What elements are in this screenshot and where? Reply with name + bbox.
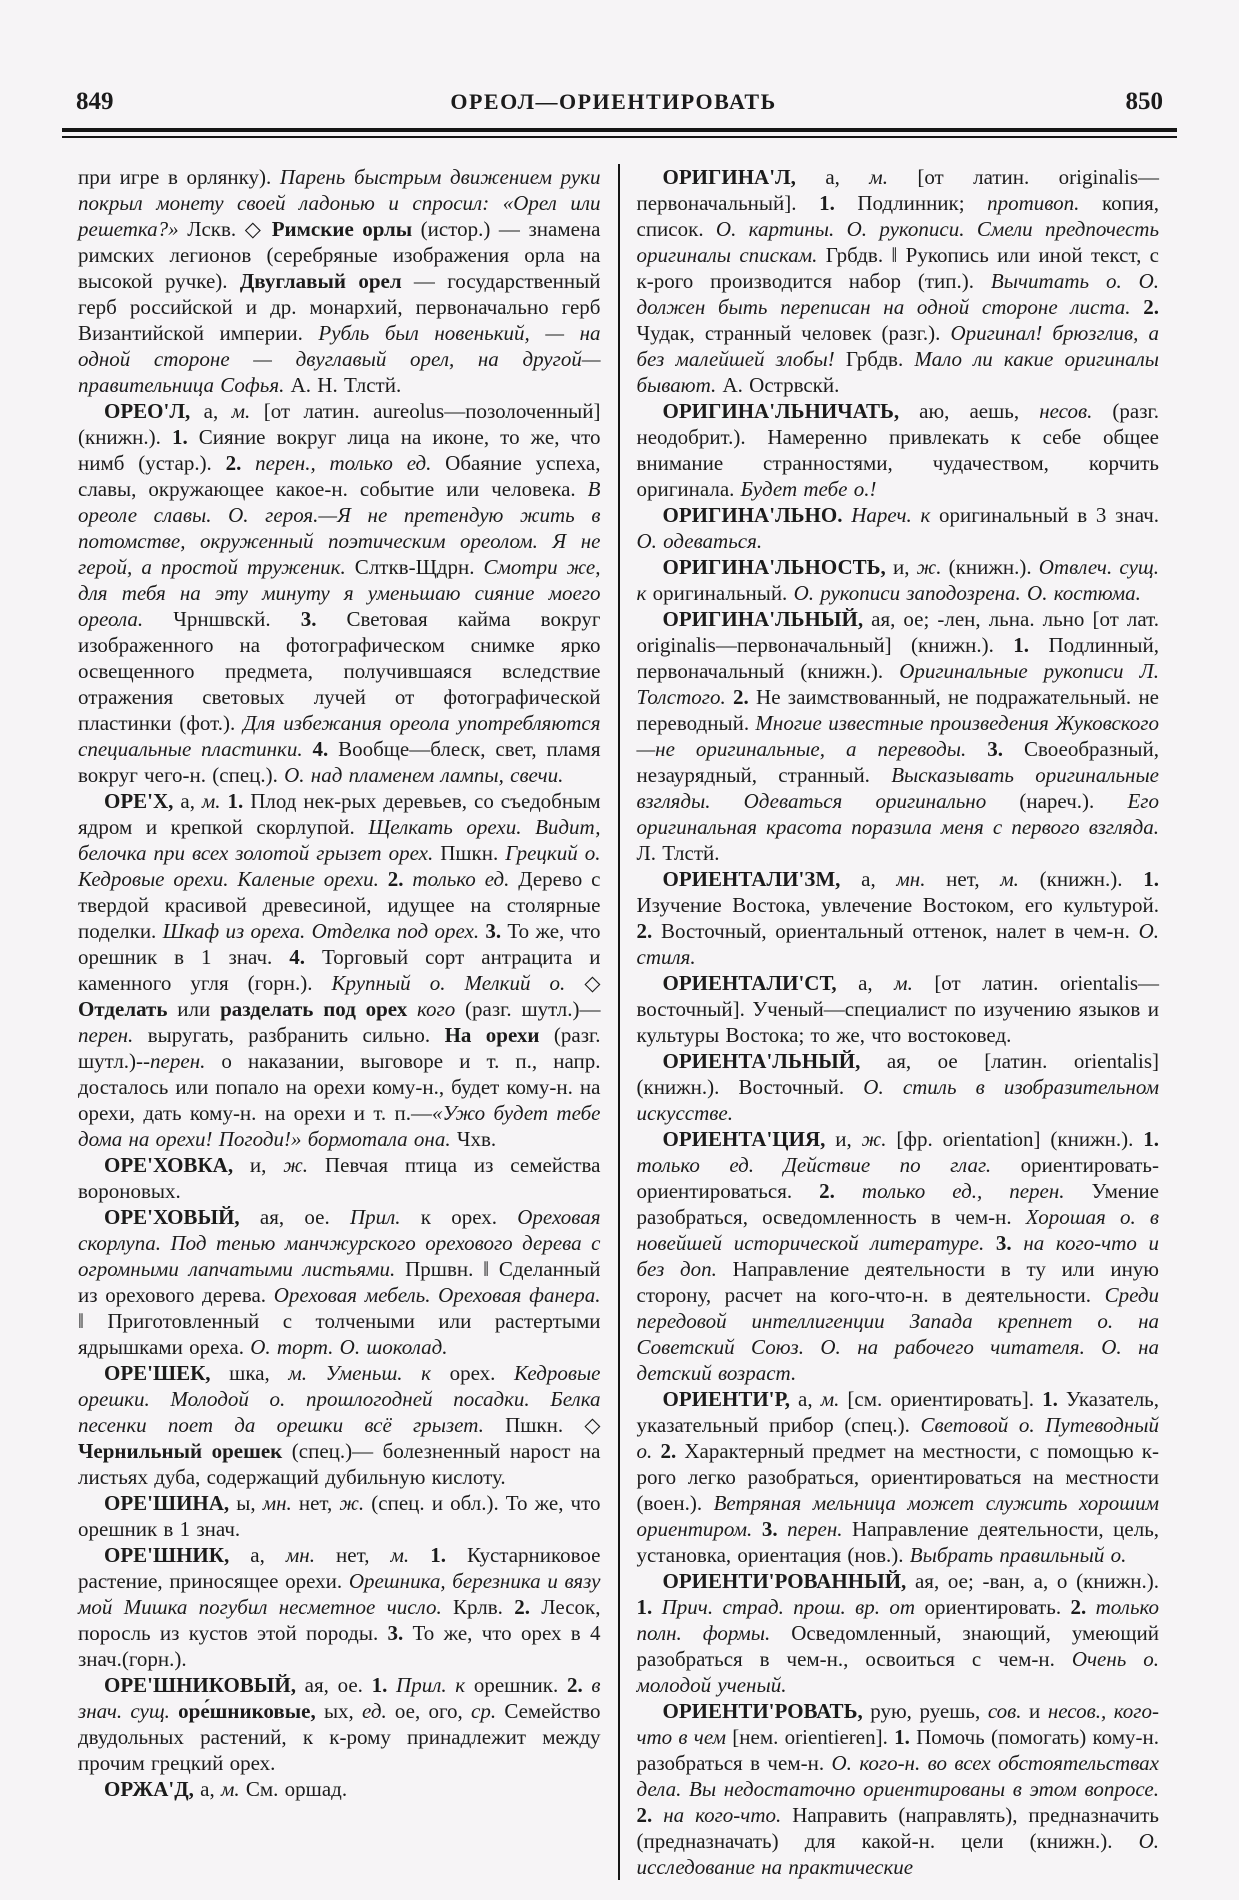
entry-bold-text: ОРИЕНТА'ЛЬНЫЙ, [662,1049,861,1073]
entry-text: (спец.)— болезненный нарост на листьях дуба, содержащий дубильную кислоту. [78,1439,601,1489]
entry-text: [нем. orientieren]. [726,1725,895,1749]
entry-text [842,503,851,527]
entry-text: Пшкн. ◇ [483,1413,601,1437]
entry-italic-text: О. рукописи заподозрена. О. костюма. [793,581,1141,605]
entry-bold-text: 2. [660,1439,677,1463]
entry-italic-text: Шкаф из ореха. Отделка под орех. [162,919,480,943]
entry-bold-text: 3. [995,1231,1012,1255]
entry-italic-text: Прич. страд. прош. вр. от [661,1595,916,1619]
entry-italic-text: Смотри же, для тебя на эту минуту я уменьшаю сияние моего ореола. [78,555,601,631]
entry-italic-text: ж. [339,1491,365,1515]
entry-bold-text: оре́шниковые, [178,1699,316,1723]
entry-text: А. Острвскй. [716,373,840,397]
entry-italic-text: мн. [285,1543,315,1567]
entry-text [984,1231,996,1255]
entry-bold-text: 3. [387,1621,404,1645]
entry-text: ая, ое; -лен, льна. льно [от лат. originalis—первоначальный] (книжн.). [636,607,1159,657]
entry-text: Чрншвскй. [143,607,301,631]
entry-italic-text: на кого-что и без доп. [636,1231,1160,1281]
dictionary-entry [637,866,1160,970]
entry-italic-text: Нареч. к [851,503,931,527]
entry-text: Восточный, ориентальный оттенок, налет в чем-н. [652,919,1139,943]
entry-italic-text: только ед., перен. [861,1179,1065,1203]
entry-text: Грбдв. [834,347,915,371]
entry-italic-text: м. [820,1387,840,1411]
dictionary-entry [78,1672,601,1776]
entry-italic-text: м. [869,165,888,189]
entry-text: (нареч.). [986,789,1128,813]
entry-bold-text: ОРИЕНТАЛИ'СТ, [662,971,837,995]
entry-text: Направление деятельности, цель, установка, ориентация (нов.). [636,1517,1160,1567]
entry-italic-text: перен. [150,1049,206,1073]
entry-text: нет, [291,1491,340,1515]
entry-text: при игре в орлянку). [78,165,280,189]
entry-italic-text: Крупный о. Мелкий о. [331,971,566,995]
entry-bold-text: ОРИЕНТАЛИ'ЗМ, [662,867,841,891]
entry-text: копия, список. [636,191,1159,241]
entry-text: Направление деятельности в ту или иную сторону, расчет на кого-что-н. в деятельности. [636,1257,1160,1307]
entry-text: Осведомленный, знающий, умеющий разобраться в чем-н., освоиться с чем-н. [636,1621,1159,1671]
dictionary-entry [637,970,1160,1048]
entry-bold-text: 3. [485,919,502,943]
entry-italic-text: Световой о. Путеводный о. [636,1413,1160,1463]
entry-text: а, [173,789,202,813]
entry-bold-text: Отделать [78,997,168,1021]
entry-bold-text: ОРИГИНА'ЛЬНЫЙ, [662,607,864,631]
entry-bold-text: 1. [1013,633,1030,657]
dictionary-entry [637,554,1160,606]
entry-italic-text: «Ужо будет тебе дома на орехи! Погоди!» бормотала она. [78,1101,601,1151]
entry-italic-text: Выбрать правильный о. [909,1543,1127,1567]
entry-text: Умение разобраться, осведомленность в чем-н. [636,1179,1159,1229]
entry-italic-text: Ветряная мельница может служить хорошим ориентиром. [636,1491,1159,1541]
entry-text: а, [229,1543,286,1567]
entry-italic-text: Кедровые орешки. Молодой о. прошлогодней посадки. Белка песенки поет да орешки всё грызет. [78,1361,601,1437]
entry-text: ориентировать. [915,1595,1071,1619]
entry-text: орех. [430,1361,514,1385]
entry-text [1131,295,1144,319]
entry-text: и, [825,1127,862,1151]
entry-bold-text: 4. [312,737,329,761]
entry-italic-text: О. исследование на практические [636,1829,1159,1879]
entry-bold-text: ОРЕ'ШНИКОВЫЙ, [104,1673,296,1697]
entry-italic-text: Мало ли какие оригиналы бывают. [636,347,1159,397]
entry-italic-text: В ореоле славы. О. героя.—Я не претендую жить в потомстве, окруженный поэтическим ореолом. Я не герой, а простой труженик. [78,477,601,579]
entry-text: Крлв. [441,1595,515,1619]
entry-text: оригинальный в 3 знач. [930,503,1160,527]
entry-italic-text: только ед. Действие по глаг. [636,1153,992,1177]
entry-text: ая, ое; -ван, а, о (книжн.). [906,1569,1159,1593]
entry-italic-text: сов. [987,1699,1022,1723]
dictionary-entry [637,606,1160,866]
dictionary-entry [637,1386,1160,1568]
entry-italic-text: Будет тебе о.! [740,477,877,501]
entry-bold-text: 1. [1042,1387,1058,1411]
entry-italic-text: Парень быстрым движением руки покрыл монету своей ладонью и спросил: «Орел или решетка?» [78,165,601,241]
entry-bold-text: 1. [371,1673,388,1697]
entry-italic-text: Многие известные произведения Жуковского—не оригинальные, а переводы. [636,711,1159,761]
entry-italic-text: Рубль был новенький, — на одной стороне — двуглавый орел, на другой—правительница Софья. [78,321,601,397]
entry-italic-text: Прил. [349,1205,401,1229]
entry-italic-text: м. [288,1361,308,1385]
header-rule [62,128,1177,138]
entry-text [241,451,255,475]
entry-text: Подлинный, первоначальный (книжн.). [636,633,1159,683]
entry-text: — государственный герб российской и др. монархий, первоначально герб Византийской империи. [78,269,601,345]
entry-italic-text: мн. [262,1491,292,1515]
entry-text: Сияние вокруг лица на иконе, то же, что нимб (устар.). [78,425,601,475]
entry-text: или [167,997,221,1021]
entry-italic-text: мн. [896,867,926,891]
entry-bold-text: 1. [636,1595,653,1619]
entry-italic-text: м. [390,1543,410,1567]
dictionary-entry [78,1152,601,1204]
dictionary-entry [637,1568,1160,1698]
entry-italic-text: только полн. формы. [636,1595,1160,1645]
entry-text: Обаяние успеха, славы, окружающее какое-н. событие или человека. [78,451,601,501]
entry-text: ◇ [565,971,601,995]
entry-italic-text: перен., только ед. [255,451,432,475]
entry-italic-text: О. картины. О. рукописи. Смели предпочесть оригиналы спискам. [636,217,1159,267]
entry-italic-text: ж. [861,1127,887,1151]
entry-text: Л. Тлстй. [636,841,720,865]
entry-italic-text: Орешника, березника и вязу мой Мишка погубил несметное число. [78,1569,601,1619]
entry-italic-text: Ореховая мебель. Ореховая фанера. [273,1283,601,1307]
entry-text: Чудак, странный человек (разг.). [636,321,951,345]
entry-bold-text: 1. [1143,867,1159,891]
entry-italic-text: Хорошая о. в новейшей исторической литературе. [636,1205,1160,1255]
entry-text [221,789,228,813]
entry-italic-text: только ед. [412,867,510,891]
text-columns [0,138,1239,1880]
entry-bold-text: ОРИЕНТИ'Р, [662,1387,790,1411]
entry-bold-text: ОРЕ'ХОВКА, [104,1153,234,1177]
entry-text: ая, ое. [295,1673,372,1697]
entry-text: аю, аешь, [899,399,1040,423]
entry-italic-text: Его оригинальная красота поразила меня с первого взгляда. [636,789,1159,839]
entry-bold-text: Чернильный орешек [78,1439,283,1463]
entry-italic-text: на кого-что. [663,1803,782,1827]
entry-italic-text: О. одеваться. [636,529,763,553]
entry-text: о наказании, выговоре и т. п., напр. досталось или попало на орехи кому-н., будет кому-н. на орехи, дать кому-н. на орехи и т. п.— [78,1049,601,1125]
entry-bold-text: Римские орлы [271,217,413,241]
entry-text: [от латин. orientalis—восточный]. Ученый—специалист по изучению языков и культуры Востока; то же, что востоковед. [636,971,1159,1047]
entry-italic-text: Ореховая скорлупа. Под тенью манчжурского орехового дерева с огромными лапчатыми листьями. [78,1205,601,1281]
entry-text: Вообще—блеск, свет, пламя вокруг чего-н. (спец.). [78,737,601,787]
entry-text: (разг. неодобрит.). Намеренно привлекать к себе общее внимание странностями, чудачеством, корчить оригинала. [636,399,1159,501]
entry-bold-text: 2. [566,1673,583,1697]
dictionary-entry [637,502,1160,554]
entry-text: Характерный предмет на местности, с помощью к-рого легко разобраться, ориентироваться на местности (воен.). [636,1439,1160,1515]
entry-text: оригинальный. [646,581,794,605]
entry-bold-text: 1. [819,191,835,215]
entry-text: ы, [229,1491,263,1515]
entry-text: шка, [210,1361,289,1385]
entry-text: Плод нек-рых деревьев, со съедобным ядром и крепкой скорлупой. [78,789,601,839]
entry-italic-text: перен. [787,1517,843,1541]
dictionary-entry [78,1204,601,1360]
entry-bold-text: 3. [300,607,317,631]
entry-text: Световая кайма вокруг изображенного на фотографическом снимке ярко освещенного предмета, получившаяся вследствие отражения световых лучей от фотографической пластинки (фот.). [78,607,601,735]
entry-bold-text: 2. [636,919,653,943]
entry-text: Чхв. [450,1127,497,1151]
entry-text [652,1803,663,1827]
entry-bold-text: 3. [761,1517,778,1541]
dictionary-entry [637,1048,1160,1126]
entry-bold-text: ОРИЕНТИ'РОВАННЫЙ, [662,1569,907,1593]
entry-text: Кустарниковое растение, приносящее орехи. [78,1543,601,1593]
entry-text: Грбдв. ‖ Рукопись или иной текст, с к-рого производится набор (тип.). [636,243,1159,293]
entry-italic-text: О. над пламенем лампы, свечи. [284,763,564,787]
entry-italic-text: м. [201,789,221,813]
entry-text [303,737,313,761]
entry-text: орешник. [465,1673,567,1697]
entry-text: Подлинник; [834,191,988,215]
entry-text [1086,1595,1095,1619]
entry-italic-text: Высказывать оригинальные взгляды. Одеваться оригинально [636,763,1159,813]
entry-text: [см. ориентировать]. [839,1387,1043,1411]
entry-text: Лесок, поросль из кустов этой породы. [78,1595,601,1645]
entry-text: То же, что орешник в 1 знач. [78,919,601,969]
left-column [78,164,601,1880]
entry-text [379,867,388,891]
dictionary-entry [78,1490,601,1542]
entry-text [726,685,733,709]
entry-italic-text: перен. [78,1023,134,1047]
entry-text: а, [795,165,870,189]
page-header [0,0,1239,116]
entry-bold-text: ОРЕ'ШЕК, [104,1361,211,1385]
entry-text [407,997,417,1021]
dictionary-entry [637,164,1160,398]
entry-italic-text: противоп. [987,191,1080,215]
entry-bold-text: 2. [636,1803,653,1827]
entry-bold-text: 2. [1143,295,1160,319]
entry-text: Лскв. ◇ [178,217,272,241]
entry-bold-text: На орехи [444,1023,540,1047]
entry-text: выругать, разбранить сильно. [133,1023,445,1047]
entry-text: Своеобразный, незаурядный, странный. [636,737,1159,787]
dictionary-entry [78,788,601,1152]
entry-text [170,1699,178,1723]
entry-text: Направить (направлять), предназначить (предназначать) для какой-н. цели (книжн.). [636,1803,1160,1853]
entry-bold-text: 1. [227,789,244,813]
entry-bold-text: ОРЕ'ШНИК, [104,1543,230,1567]
entry-bold-text: ОРЖА'Д, [104,1777,194,1801]
entry-bold-text: 2. [225,451,242,475]
page-number-right: 850 [1125,88,1163,115]
entry-bold-text: ОРИГИНА'ЛЬНИЧАТЬ, [662,399,900,423]
entry-italic-text: несов. [1039,399,1093,423]
entry-italic-text: Вычитать о. О. должен быть переписан на одной стороне листа. [636,269,1159,319]
entry-text: [фр. orientation] (книжн.). [886,1127,1144,1151]
entry-bold-text: 4. [289,945,306,969]
entry-text: Торговый сорт антрацита и каменного угля (горн.). [78,945,601,995]
entry-text: а, [789,1387,821,1411]
entry-italic-text: ж. [916,555,942,579]
entry-italic-text: О. кого-н. во всех обстоятельствах дела. Вы недостаточно ориентированы в этом вопросе. [636,1751,1159,1801]
entry-italic-text: Отвлеч. сущ. к [636,555,1159,605]
dictionary-entry [637,1126,1160,1386]
entry-italic-text: Щелкать орехи. Видит, белочка при всех золотой грызет орех. [78,815,601,865]
entry-text [966,737,987,761]
entry-text: Пшкн. [433,841,506,865]
entry-bold-text: 2. [1070,1595,1087,1619]
entry-bold-text: 2. [514,1595,530,1619]
entry-text: к орех. [400,1205,518,1229]
entry-text: ориентировать-ориентироваться. [636,1153,1159,1203]
entry-italic-text: несов., кого-что в чем [636,1699,1159,1749]
entry-bold-text: 1. [430,1543,446,1567]
entry-italic-text: О. торт. О. шоколад. [250,1335,448,1359]
entry-text: Не заимствованный, не подражательный. не переводный. [636,685,1160,735]
entry-italic-text: в знач. сущ. [78,1673,601,1723]
entry-italic-text: м. [231,399,251,423]
entry-italic-text: м. [894,971,913,995]
entry-text: а, [193,1777,221,1801]
entry-bold-text: ОРИГИНА'ЛЬНО. [662,503,843,527]
entry-text: Дерево с твердой красивой древесиной, идущее на столярные поделки. [78,867,601,943]
entry-text: ая, ое [латин. orientalis] (книжн.). Восточный. [636,1049,1159,1099]
entry-italic-text: ж. [283,1153,309,1177]
entry-text: Слткв-Щдрн. [345,555,484,579]
entry-text [307,1361,326,1385]
entry-text: (книжн.). [941,555,1039,579]
page-number-left: 849 [76,88,114,115]
entry-text: ‖ Приготовленный с толчеными или растертыми ядрышками ореха. [78,1309,601,1359]
entry-text: (истор.) — знамена римских легионов (серебряные изображения орла на высокой ручке). [78,217,601,293]
entry-text: Пршвн. ‖ Сделанный из орехового дерева. [78,1257,601,1307]
entry-bold-text: 1. [171,425,188,449]
dictionary-entry [78,1776,601,1802]
entry-italic-text: Уменьш. к [325,1361,431,1385]
entry-text: (разг. шутл.)-- [78,1023,601,1073]
entry-text: А. Н. Тлстй. [284,373,402,397]
entry-text [387,1673,396,1697]
entry-text: (книжн.). [1018,867,1144,891]
entry-italic-text: м. [220,1777,240,1801]
entry-italic-text: Оригинал! брюзглив, а без малейшей злобы! [636,321,1159,371]
entry-bold-text: Двуглавый орел [239,269,402,293]
entry-italic-text: Среди передовой интеллигенции Запада крепнет о. на Советский Союз. О. на рабочего читателя. О. на детский возраст. [636,1283,1159,1385]
entry-bold-text: 1. [894,1725,910,1749]
entry-text: а, [840,867,897,891]
entry-italic-text: м. [1000,867,1019,891]
entry-text [409,1543,430,1567]
entry-italic-text: ср. [471,1699,497,1723]
entry-italic-text: Для избежания ореола употребляются специальные пластинки. [78,711,601,761]
entry-text: См. оршад. [239,1777,348,1801]
entry-text: (спец. и обл.). То же, что орешник в 1 знач. [78,1491,601,1541]
entry-text: Семейство двудольных растений, к к-рому принадлежит между прочим грецкий орех. [78,1699,601,1775]
entry-bold-text: ОРИГИНА'Л, [662,165,796,189]
entry-italic-text: Очень о. молодой ученый. [636,1647,1159,1697]
entry-text: То же, что орех в 4 знач.(горн.). [78,1621,601,1671]
entry-bold-text: ОРЕО'Л, [104,399,191,423]
dictionary-entry [78,164,601,398]
entry-bold-text: 2. [733,685,749,709]
entry-text [752,1517,762,1541]
entry-text: нет, [925,867,1001,891]
entry-text: и, [885,555,917,579]
entry-text: ое, ого, [386,1699,472,1723]
entry-text: рую, руешь, [862,1699,988,1723]
entry-italic-text: кого [417,997,456,1021]
entry-text: Певчая птица из семейства вороновых. [78,1153,601,1203]
entry-bold-text: ОРИЕНТИ'РОВАТЬ, [662,1699,863,1723]
entry-italic-text: Грецкий о. Кедровые орехи. Каленые орехи. [78,841,601,891]
entry-italic-text: Прил. к [396,1673,466,1697]
entry-text: ых, [315,1699,363,1723]
running-title: ОРЕОЛ—ОРИЕНТИРОВАТЬ [450,89,777,114]
entry-italic-text: Оригинальные рукописи Л. Толстого. [636,659,1160,709]
dictionary-entry [78,398,601,788]
entry-text [778,1517,788,1541]
entry-text [835,1179,862,1203]
entry-text: а, [190,399,232,423]
entry-text: Изучение Востока, увлечение Востоком, его культурой. [636,893,1159,917]
entry-bold-text: 2. [387,867,404,891]
right-column [637,164,1160,1880]
dictionary-entry [637,1698,1160,1880]
entry-italic-text: ед. [362,1699,387,1723]
entry-text: и, [233,1153,284,1177]
entry-text [1012,1231,1024,1255]
entry-text [652,1595,661,1619]
entry-text: ая, ое. [239,1205,350,1229]
entry-text: а, [836,971,895,995]
entry-bold-text: ОРИЕНТА'ЦИЯ, [662,1127,826,1151]
entry-text: Указатель, указательный прибор (спец.). [636,1387,1160,1437]
entry-italic-text: О. стиль в изобразительном искусстве. [636,1075,1159,1125]
entry-text: нет, [314,1543,391,1567]
entry-text: [от латин. aureolus—позолоченный] (книжн.). [78,399,601,449]
dictionary-entry [78,1542,601,1672]
entry-bold-text: 1. [1143,1127,1159,1151]
column-divider [618,164,620,1880]
entry-bold-text: ОРЕ'ХОВЫЙ, [104,1205,240,1229]
dictionary-entry [637,398,1160,502]
entry-bold-text: разделать под орех [220,997,408,1021]
entry-text: Помочь (помогать) кому-н. разобраться в чем-н. [636,1725,1159,1775]
entry-bold-text: ОРИГИНА'ЛЬНОСТЬ, [662,555,886,579]
entry-bold-text: ОРЕ'Х, [104,789,174,813]
entry-text: и [1021,1699,1048,1723]
entry-italic-text: О. стиля. [636,919,1159,969]
entry-text: (разг. шутл.)— [455,997,601,1021]
entry-bold-text: 3. [987,737,1003,761]
entry-bold-text: 2. [819,1179,835,1203]
dictionary-entry [78,1360,601,1490]
entry-text: [от латин. originalis— первоначальный]. [636,165,1159,215]
entry-bold-text: ОРЕ'ШИНА, [104,1491,230,1515]
